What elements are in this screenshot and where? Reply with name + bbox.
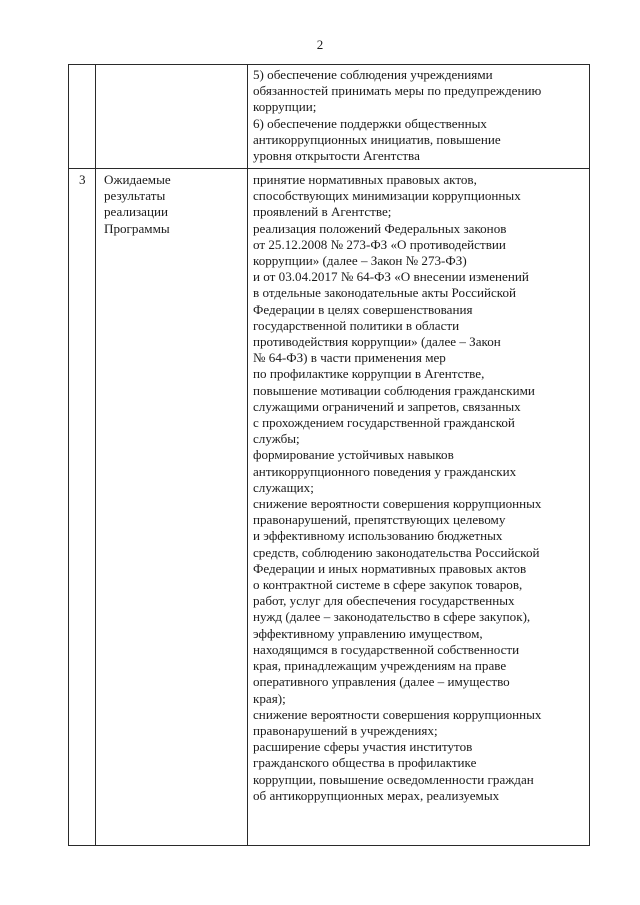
content-line: работ, услуг для обеспечения государственных [253,593,515,609]
content-line: и от 03.04.2017 № 64-ФЗ «О внесении изменений [253,269,529,285]
content-line: коррупции» (далее – Закон № 273-ФЗ) [253,253,467,269]
content-line: противодействия коррупции» (далее – Закон [253,334,501,350]
content-line: служащими ограничений и запретов, связанных [253,398,521,414]
content-line: Федерации в целях совершенствования [253,301,473,317]
content-line: повышение мотивации соблюдения гражданскими [253,382,535,398]
content-line: принятие нормативных правовых актов, [253,172,477,187]
content-line: гражданского общества в профилактике [253,755,477,771]
content-line: государственной политики в области [253,317,460,333]
content-line: снижение вероятности совершения коррупционных [253,496,542,512]
content-line: реализация положений Федеральных законов [253,220,507,236]
content-line: антикоррупционного поведения у гражданских [253,463,517,479]
table-row [69,65,590,169]
row-name-cell [96,65,248,169]
content-line: о контрактной системе в сфере закупок товаров, [253,577,523,593]
content-line: служащих; [253,479,314,495]
page-number: 2 [316,37,324,52]
row-name-cell [96,169,248,846]
content-line: нужд (далее – законодательство в сфере закупок), [253,609,531,625]
content-line: правонарушений, препятствующих целевому [253,512,506,528]
content-line: в отдельные законодательные акты Российской [253,285,517,301]
content-line: коррупции; [253,99,317,115]
content-line: антикоррупционных инициатив, повышение [253,131,501,147]
content-line: правонарушений в учреждениях; [253,722,438,738]
content-line: от 25.12.2008 № 273-ФЗ «О противодействии [253,236,506,252]
content-line: края); [253,690,286,706]
program-passport-table [68,64,590,846]
content-line: снижение вероятности совершения коррупционных [253,706,542,722]
content-line: формирование устойчивых навыков [253,447,454,463]
content-line: коррупции, повышение осведомленности граждан [253,771,534,787]
row-content-cell [248,65,590,169]
content-line: по профилактике коррупции в Агентстве, [253,366,485,382]
content-line: обязанностей принимать меры по предупреждению [253,83,542,99]
content-line: расширение сферы участия институтов [253,739,473,755]
content-line: оперативного управления (далее – имущество [253,674,510,690]
content-line: 6) обеспечение поддержки общественных [253,115,487,131]
row-number-cell: 3 [69,169,96,846]
row-content-cell [248,169,590,846]
content-line: об антикоррупционных мерах, реализуемых [253,787,500,803]
content-line: службы; [253,431,300,447]
content-line: и эффективному использованию бюджетных [253,528,503,544]
content-line: находящимся в государственной собственности [253,641,520,657]
name-line: Ожидаемые [104,172,171,187]
content-line: способствующих минимизации коррупционных [253,188,521,204]
content-line: 5) обеспечение соблюдения учреждениями [253,67,493,82]
content-line: № 64-ФЗ) в части применения мер [253,350,446,366]
name-line: результаты [104,188,166,204]
content-line: края, принадлежащим учреждениям на праве [253,658,507,674]
content-line: проявлений в Агентстве; [253,204,392,220]
content-line: с прохождением государственной гражданской [253,415,515,431]
content-line: эффективному управлению имуществом, [253,625,483,641]
row-number-cell [69,65,96,169]
table-row [69,169,590,846]
content-line: Федерации и иных нормативных правовых актов [253,560,527,576]
name-line: Программы [104,220,170,236]
name-line: реализации [104,204,168,220]
content-line: средств, соблюдению законодательства Российской [253,544,540,560]
content-line: уровня открытости Агентства [253,148,420,164]
